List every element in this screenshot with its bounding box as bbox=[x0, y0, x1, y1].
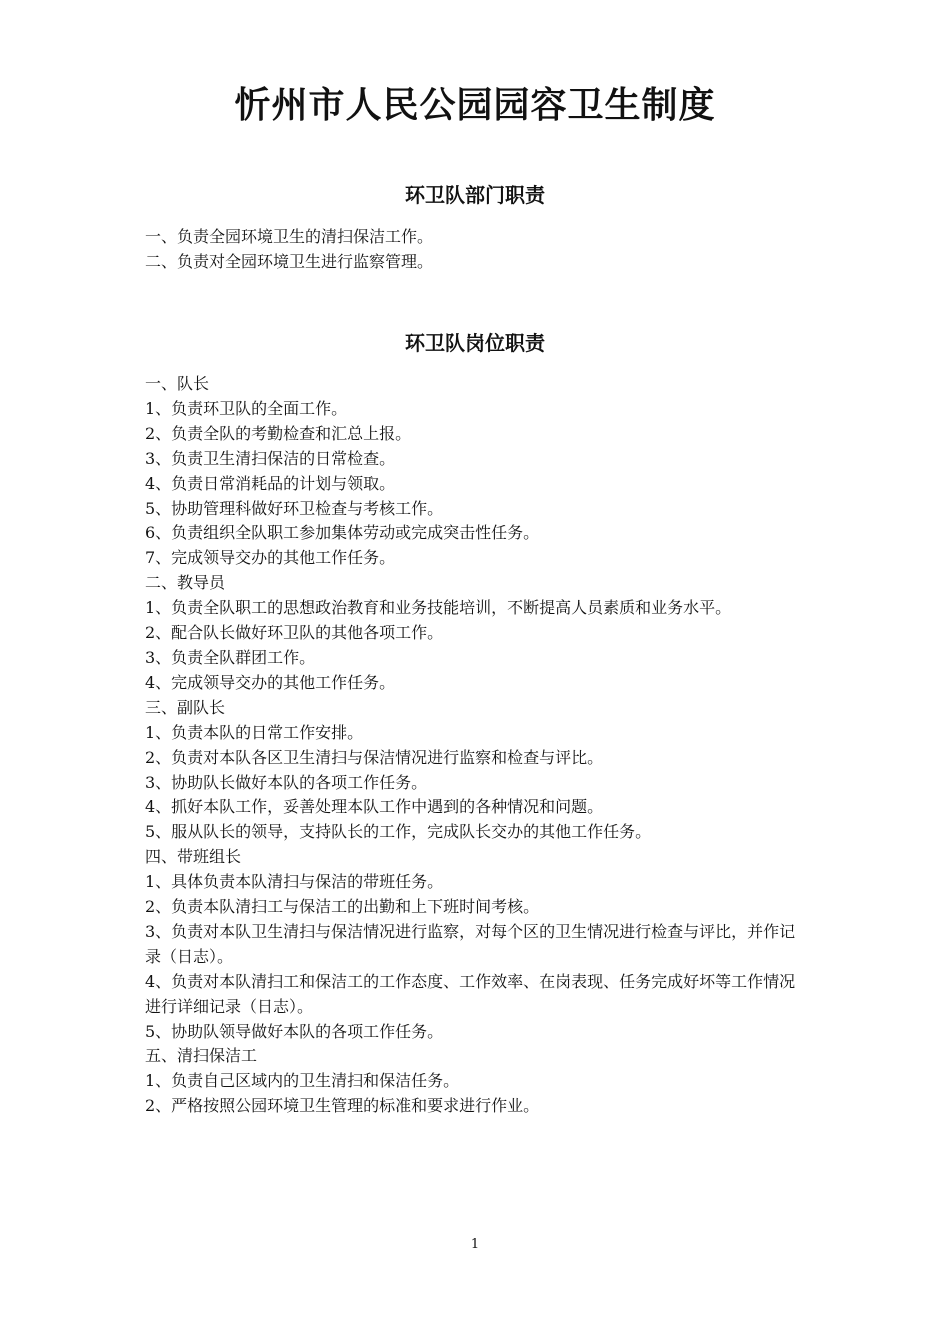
duty-item: 3、负责全队群团工作。 bbox=[145, 647, 316, 667]
department-duty-item: 二、负责对全园环境卫生进行监察管理。 bbox=[145, 251, 434, 271]
duty-item: 2、负责对本队各区卫生清扫与保洁情况进行监察和检查与评比。 bbox=[145, 747, 604, 767]
duty-item: 3、协助队长做好本队的各项工作任务。 bbox=[145, 772, 428, 792]
section-heading-position-duties: 环卫队岗位职责 bbox=[405, 331, 545, 355]
duty-item: 3、负责卫生清扫保洁的日常检查。 bbox=[145, 448, 396, 468]
duty-item: 2、配合队长做好环卫队的其他各项工作。 bbox=[145, 623, 444, 643]
position-heading-instructor: 二、教导员 bbox=[145, 573, 226, 593]
document-title: 忻州市人民公园园容卫生制度 bbox=[234, 85, 716, 126]
duty-item: 4、抓好本队工作，妥善处理本队工作中遇到的各种情况和问题。 bbox=[145, 797, 604, 817]
duty-item: 2、负责全队的考勤检查和汇总上报。 bbox=[145, 423, 412, 443]
duty-item: 3、负责对本队卫生清扫与保洁情况进行监察，对每个区的卫生情况进行检查与评比，并作记录（日志）。 bbox=[145, 921, 796, 966]
duty-item: 1、负责环卫队的全面工作。 bbox=[145, 398, 348, 418]
duty-item: 1、具体负责本队清扫与保洁的带班任务。 bbox=[145, 872, 444, 892]
department-duties-list bbox=[145, 225, 810, 275]
department-duty-item: 一、负责全园环境卫生的清扫保洁工作。 bbox=[145, 227, 434, 246]
duty-item: 1、负责自己区域内的卫生清扫和保洁任务。 bbox=[145, 1071, 460, 1091]
duty-item: 2、负责本队清扫工与保洁工的出勤和上下班时间考核。 bbox=[145, 897, 540, 917]
position-heading-captain: 一、队长 bbox=[145, 374, 210, 393]
position-duties-list bbox=[145, 372, 810, 1119]
duty-item: 5、服从队长的领导，支持队长的工作，完成队长交办的其他工作任务。 bbox=[145, 822, 652, 842]
duty-item: 4、负责对本队清扫工和保洁工的工作态度、工作效率、在岗表现、任务完成好坏等工作情况进行详细记录（日志）。 bbox=[145, 971, 796, 1016]
position-heading-cleaner: 五、清扫保洁工 bbox=[145, 1046, 258, 1066]
duty-item: 4、完成领导交办的其他工作任务。 bbox=[145, 672, 396, 692]
duty-item: 4、负责日常消耗品的计划与领取。 bbox=[145, 473, 396, 493]
page-number: 1 bbox=[470, 1237, 480, 1252]
duty-item: 5、协助队领导做好本队的各项工作任务。 bbox=[145, 1021, 444, 1041]
duty-item: 1、负责全队职工的思想政治教育和业务技能培训，不断提高人员素质和业务水平。 bbox=[145, 598, 732, 618]
position-heading-deputy-captain: 三、副队长 bbox=[145, 697, 226, 717]
duty-item: 1、负责本队的日常工作安排。 bbox=[145, 722, 364, 742]
duty-item: 6、负责组织全队职工参加集体劳动或完成突击性任务。 bbox=[145, 523, 540, 543]
position-heading-shift-leader: 四、带班组长 bbox=[145, 847, 242, 867]
section-heading-department-duties: 环卫队部门职责 bbox=[405, 183, 545, 207]
duty-item: 7、完成领导交办的其他工作任务。 bbox=[145, 548, 396, 568]
duty-item: 5、协助管理科做好环卫检查与考核工作。 bbox=[145, 498, 444, 518]
duty-item: 2、严格按照公园环境卫生管理的标准和要求进行作业。 bbox=[145, 1096, 540, 1116]
